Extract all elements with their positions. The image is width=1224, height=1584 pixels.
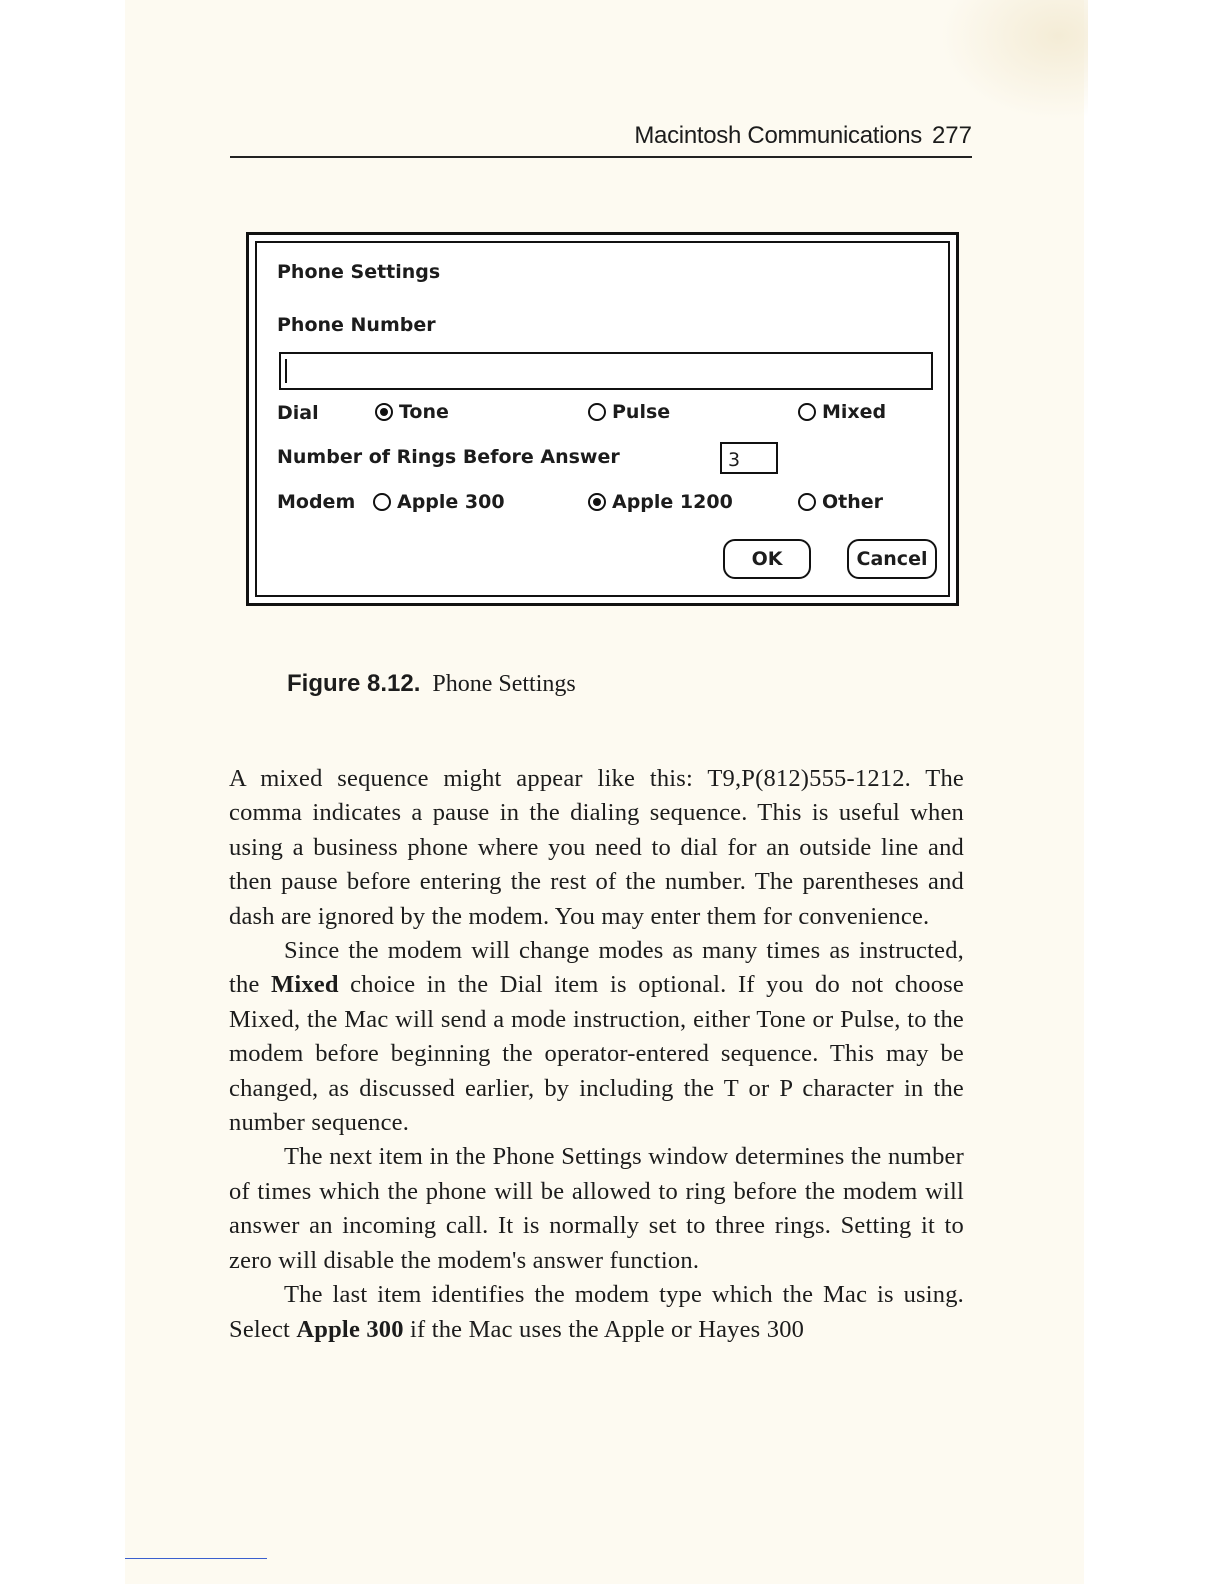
paragraph-4 bbox=[229, 1278, 964, 1347]
paragraph-1: A mixed sequence might appear like this: T9,P(812)555-1212. The comma indicates a pause in the dialing sequence. This is useful when using a business phone where you need to dial for an outside line and then pause before entering the rest of the number. The parentheses and dash are ignored by the modem. You may enter them for convenience. bbox=[229, 765, 964, 930]
phone-number-input[interactable] bbox=[279, 352, 933, 390]
radio-mixed[interactable] bbox=[798, 401, 886, 423]
scan-margin-right bbox=[1084, 0, 1224, 1584]
dial-label: Dial bbox=[277, 402, 319, 424]
radio-tone-circle bbox=[375, 403, 393, 421]
running-head-title: Macintosh Communications bbox=[634, 122, 922, 149]
phone-number-label: Phone Number bbox=[277, 314, 436, 336]
radio-pulse-label: Pulse bbox=[612, 401, 671, 423]
body-text bbox=[229, 762, 964, 1347]
scan-link-underline bbox=[125, 1558, 267, 1559]
radio-apple-300-circle bbox=[373, 493, 391, 511]
figure-title: Phone Settings bbox=[432, 671, 576, 697]
paragraph-2-bold: Mixed bbox=[271, 971, 339, 999]
dialog-inner-frame bbox=[255, 241, 950, 597]
phone-settings-dialog bbox=[246, 232, 959, 606]
radio-mixed-label: Mixed bbox=[822, 401, 887, 423]
rings-input[interactable]: 3 bbox=[720, 442, 778, 474]
radio-other[interactable] bbox=[798, 491, 883, 513]
radio-other-label: Other bbox=[822, 491, 884, 513]
paragraph-4-bold: Apple 300 bbox=[296, 1315, 404, 1343]
radio-apple-1200[interactable] bbox=[588, 491, 733, 513]
paragraph-2-a: Since the modem will change modes as many times as instructed, the bbox=[229, 937, 964, 999]
figure-number: Figure 8.12. bbox=[287, 670, 421, 697]
paragraph-4-a: The last item identifies the modem type which the Mac is using. Select bbox=[229, 1281, 964, 1343]
radio-apple-1200-circle bbox=[588, 493, 606, 511]
paragraph-2 bbox=[229, 934, 964, 1140]
radio-tone[interactable] bbox=[375, 401, 449, 423]
radio-pulse-circle bbox=[588, 403, 606, 421]
radio-other-circle bbox=[798, 493, 816, 511]
scan-stain bbox=[940, 0, 1088, 120]
paragraph-2-b: choice in the Dial item is optional. If you do not choose Mixed, the Mac will send a mode instruction, either Tone or Pulse, to the modem before beginning the operator-entered sequence. This may be changed, as discussed earlier, by including the T or P character in the number sequence. bbox=[229, 971, 964, 1137]
radio-apple-1200-label: Apple 1200 bbox=[612, 491, 733, 513]
radio-apple-300-label: Apple 300 bbox=[397, 491, 505, 513]
scan-margin-left bbox=[0, 0, 125, 1584]
text-cursor bbox=[285, 359, 287, 383]
cancel-button[interactable]: Cancel bbox=[847, 539, 937, 579]
radio-mixed-circle bbox=[798, 403, 816, 421]
radio-tone-label: Tone bbox=[399, 401, 449, 423]
modem-label: Modem bbox=[277, 491, 356, 513]
radio-apple-300[interactable] bbox=[373, 491, 505, 513]
running-head bbox=[230, 122, 972, 158]
paragraph-4-b: if the Mac uses the Apple or Hayes 300 bbox=[403, 1315, 805, 1343]
ok-button[interactable]: OK bbox=[723, 539, 811, 579]
paragraph-3: The next item in the Phone Settings window determines the number of times which the phone will be allowed to ring before the modem will answer an incoming call. It is normally set to three rings. Setting it to zero will disable the modem's answer function. bbox=[229, 1143, 964, 1274]
rings-label: Number of Rings Before Answer bbox=[277, 446, 620, 468]
radio-pulse[interactable] bbox=[588, 401, 670, 423]
figure-caption bbox=[287, 670, 576, 698]
dialog-title: Phone Settings bbox=[277, 261, 441, 283]
page-number: 277 bbox=[931, 122, 972, 149]
